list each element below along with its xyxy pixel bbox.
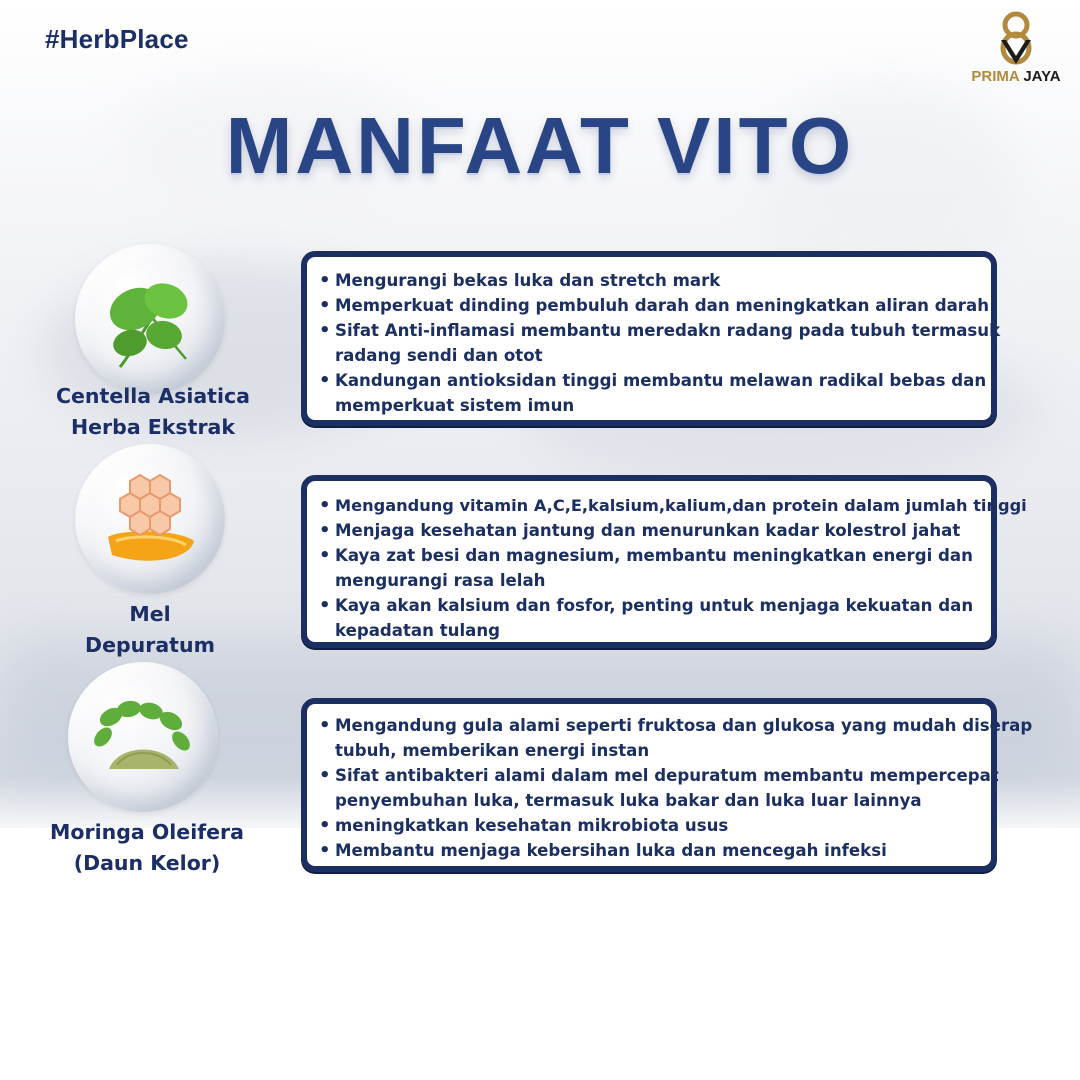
list-item: • Kaya zat besi dan magnesium, membantu meningkatkan energi dan mengurangi rasa lelah: [317, 543, 981, 593]
moringa-leaves-powder-icon: [83, 677, 203, 797]
ingredient-image-centella: [75, 244, 225, 394]
list-item: • meningkatkan kesehatan mikrobiota usus: [317, 813, 981, 838]
centella-leaf-icon: [90, 259, 210, 379]
list-item: • Mengurangi bekas luka dan stretch mark: [317, 268, 981, 293]
ingredient-image-mel: [75, 444, 225, 594]
honeycomb-icon: [90, 459, 210, 579]
list-item: • Menjaga kesehatan jantung dan menurunkan kadar kolestrol jahat: [317, 518, 981, 543]
hashtag: #HerbPlace: [45, 24, 189, 54]
benefit-box-moringa: [301, 698, 1033, 872]
ingredient-name-moringa: Moringa Oleifera (Daun Kelor): [49, 820, 244, 875]
list-item: • Sifat Anti-inflamasi membantu meredakn radang pada tubuh termasuk radang sendi dan otot: [317, 318, 981, 368]
list-item: • Mengandung gula alami seperti fruktosa dan glukosa yang mudah diserap tubuh, memberikan energi instan: [317, 713, 981, 763]
prima-jaya-emblem-icon: [993, 10, 1039, 68]
brand-logo: [966, 10, 1066, 90]
list-item: • Memperkuat dinding pembuluh darah dan meningkatkan aliran darah: [317, 293, 981, 318]
list-item: • Sifat antibakteri alami dalam mel depuratum membantu mempercepat penyembuhan luka, termasuk luka bakar dan luka luar lainnya: [317, 763, 981, 813]
list-item: • Mengandung vitamin A,C,E,kalsium,kalium,dan protein dalam jumlah tinggi: [317, 493, 981, 518]
ingredient-image-moringa: [68, 662, 218, 812]
ingredient-name-mel: Mel Depuratum: [85, 602, 215, 657]
benefit-box-centella: [301, 251, 1001, 426]
list-item: • Membantu menjaga kebersihan luka dan mencegah infeksi: [317, 838, 981, 863]
list-item: • Kaya akan kalsium dan fosfor, penting untuk menjaga kekuatan dan kepadatan tulang: [317, 593, 981, 643]
brand-word-prima: PRIMA: [971, 68, 1020, 85]
benefit-box-mel: [301, 475, 1027, 648]
brand-word-jaya: JAYA: [1023, 68, 1061, 85]
ingredient-name-centella: Centella Asiatica Herba Ekstrak: [55, 384, 250, 439]
page-title: MANFAAT VITO: [225, 101, 855, 190]
list-item: • Kandungan antioksidan tinggi membantu melawan radikal bebas dan memperkuat sistem imun: [317, 368, 981, 418]
